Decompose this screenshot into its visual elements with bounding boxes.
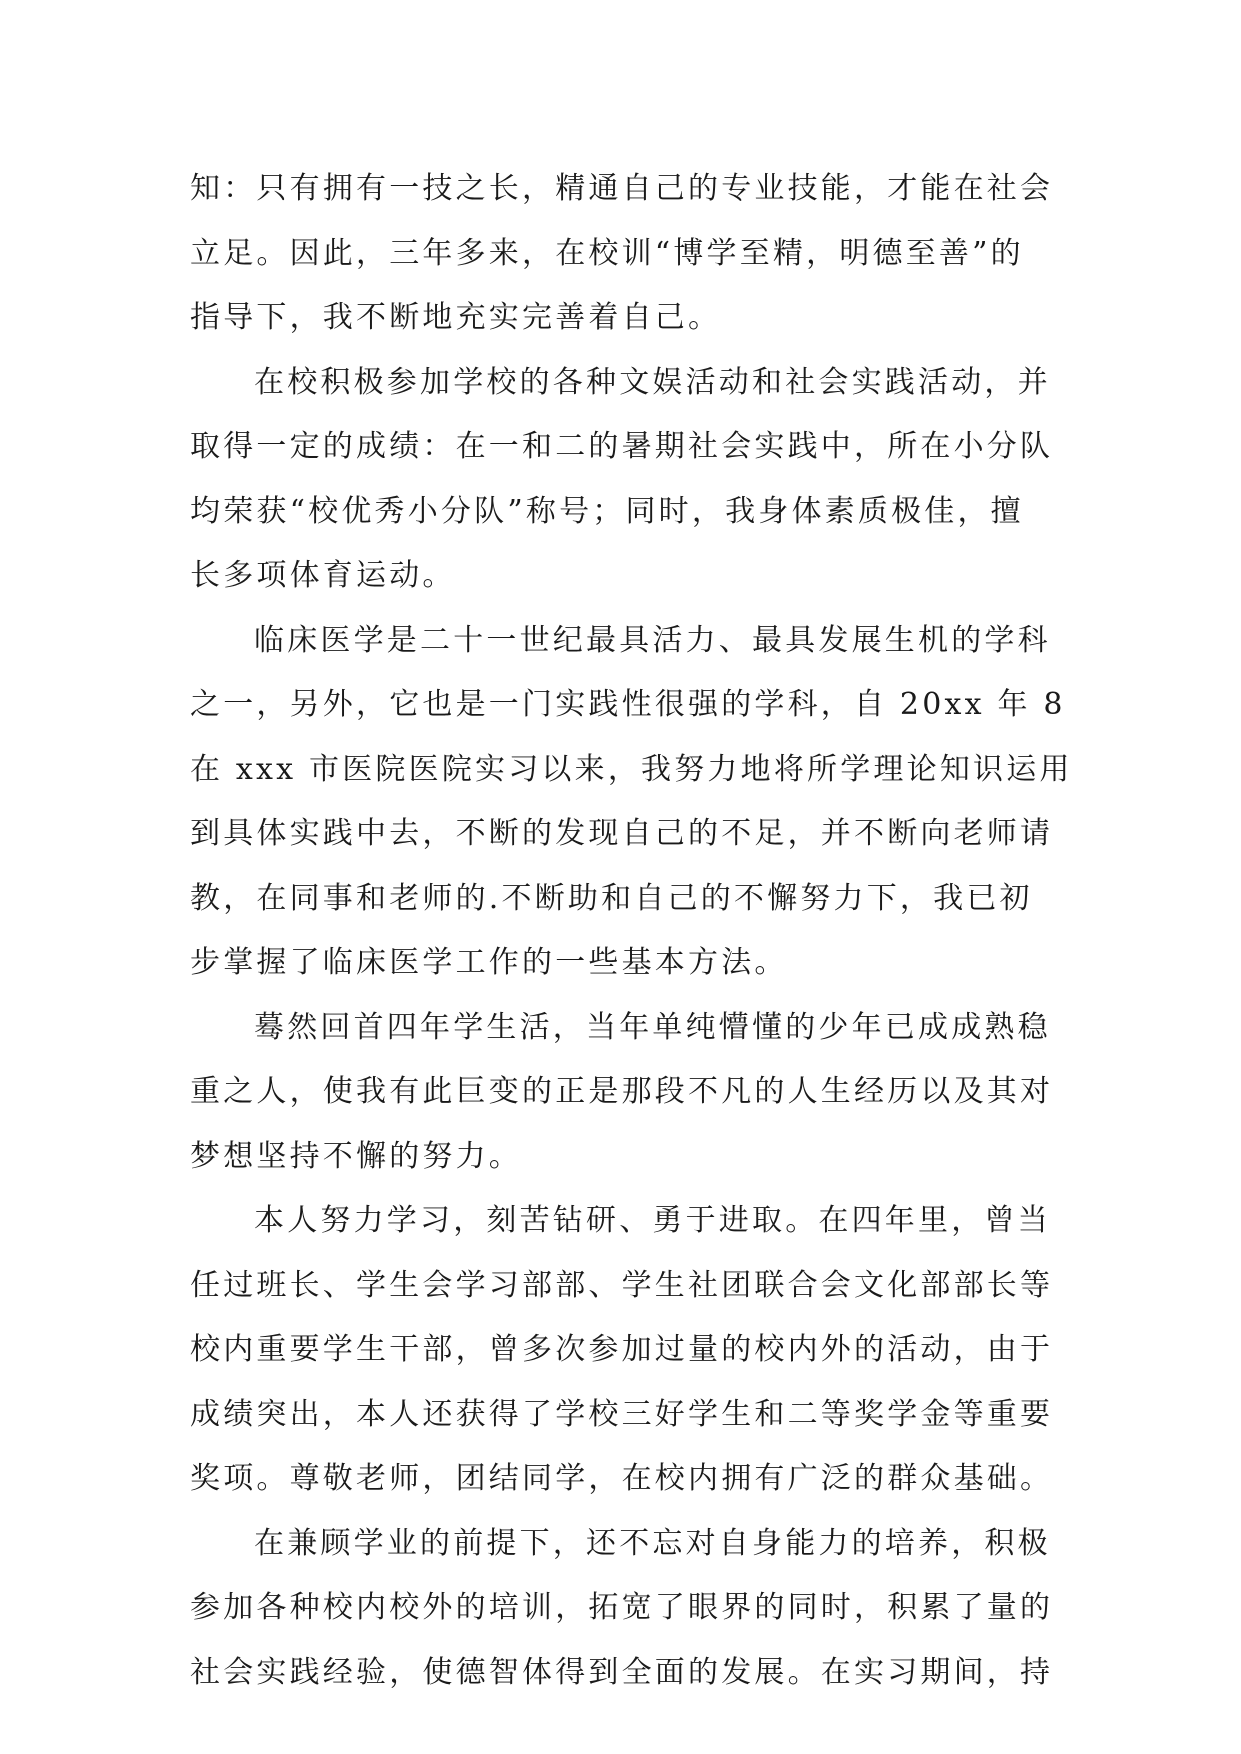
text-line: 知：只有拥有一技之长，精通自己的专业技能，才能在社会	[190, 171, 1054, 206]
text-line: 步掌握了临床医学工作的一些基本方法。	[190, 945, 788, 980]
text-line: 立足。因此，三年多来，在校训“博学至精，明德至善”的	[190, 235, 1024, 271]
text-line: 长多项体育运动。	[190, 558, 456, 593]
text-line: 成绩突出，本人还获得了学校三好学生和二等奖学金等重要	[190, 1396, 1054, 1432]
paragraph-first-line: 蓦然回首四年学生活，当年单纯懵懂的少年已成成熟稳	[254, 1009, 1051, 1045]
text-line: 在 xxx 市医院医院实习以来，我努力地将所学理论知识运用	[190, 751, 1073, 787]
paragraph-first-line: 在校积极参加学校的各种文娱活动和社会实践活动，并	[254, 364, 1051, 400]
text-line: 任过班长、学生会学习部部、学生社团联合会文化部部长等	[190, 1267, 1054, 1303]
text-line: 校内重要学生干部，曾多次参加过量的校内外的活动，由于	[190, 1332, 1054, 1367]
text-line: 取得一定的成绩：在一和二的暑期社会实践中，所在小分队	[190, 429, 1054, 464]
text-line: 重之人，使我有此巨变的正是那段不凡的人生经历以及其对	[190, 1074, 1054, 1109]
paragraph-first-line: 本人努力学习，刻苦钻研、勇于进取。在四年里，曾当	[254, 1203, 1051, 1238]
text-line: 参加各种校内校外的培训，拓宽了眼界的同时，积累了量的	[190, 1590, 1054, 1625]
text-line: 社会实践经验，使德智体得到全面的发展。在实习期间，持	[190, 1654, 1054, 1690]
paragraph-first-line: 在兼顾学业的前提下，还不忘对自身能力的培养，积极	[254, 1525, 1051, 1561]
text-line: 指导下，我不断地充实完善着自己。	[190, 300, 722, 335]
text-line: 梦想坚持不懈的努力。	[190, 1138, 522, 1174]
text-line: 教，在同事和老师的.不断助和自己的不懈努力下，我已初	[190, 880, 1033, 916]
text-line: 之一，另外，它也是一门实践性很强的学科，自 20xx 年 8	[190, 687, 1066, 722]
text-line: 到具体实践中去，不断的发现自己的不足，并不断向老师请	[190, 816, 1054, 851]
paragraph-first-line: 临床医学是二十一世纪最具活力、最具发展生机的学科	[254, 622, 1051, 658]
document-body	[190, 157, 1073, 1705]
text-line: 均荣获“校优秀小分队”称号；同时，我身体素质极佳，擅	[190, 493, 1024, 529]
text-line: 奖项。尊敬老师，团结同学，在校内拥有广泛的群众基础。	[190, 1461, 1054, 1496]
